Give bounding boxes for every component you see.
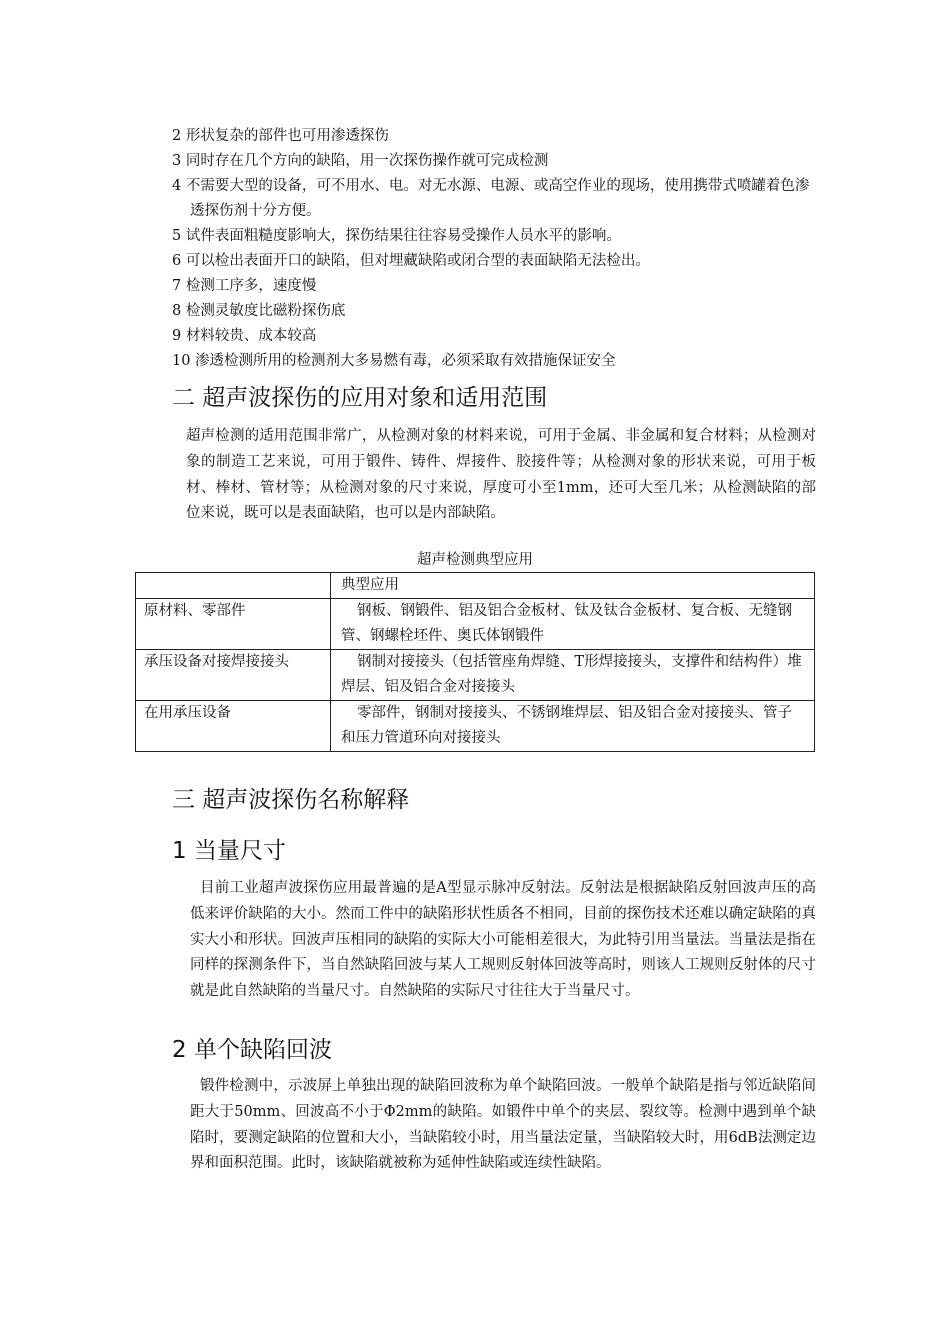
list-item: 10 渗透检测所用的检测剂大多易燃有毒，必须采取有效措施保证安全 <box>172 353 616 369</box>
section-heading-3: 三 超声波探伤名称解释 <box>172 787 410 813</box>
list-item: 8 检测灵敏度比磁粉探伤底 <box>172 303 346 319</box>
list-item: 5 试件表面粗糙度影响大，探伤结果往往容易受操作人员水平的影响。 <box>172 228 621 244</box>
application-text: 钢板、钢锻件、铝及铝合金板材、钛及钛合金板材、复合板、无缝钢管、钢螺栓坯件、奥氏体钢锻件 <box>341 603 792 644</box>
table-cell-application <box>331 599 815 650</box>
table-header-cell: 典型应用 <box>331 573 815 599</box>
table-caption: 超声检测典型应用 <box>417 552 533 568</box>
section-heading-2: 二 超声波探伤的应用对象和适用范围 <box>172 385 548 411</box>
table-cell-object: 原材料、零部件 <box>136 599 331 650</box>
table-cell-application <box>331 701 815 752</box>
table-row <box>136 599 815 650</box>
typical-applications-table <box>135 572 815 752</box>
section2-paragraph <box>186 424 816 527</box>
list-item: 3 同时存在几个方向的缺陷，用一次探伤操作就可完成检测 <box>172 153 549 169</box>
list-item: 7 检测工序多，速度慢 <box>172 278 317 294</box>
table-cell-application <box>331 650 815 701</box>
table-cell-object: 在用承压设备 <box>136 701 331 752</box>
list-item: 9 材料较贵、成本较高 <box>172 328 317 344</box>
table-row <box>136 650 815 701</box>
application-text: 钢制对接接头（包括管座角焊缝、T形焊接接头，支撑件和结构件）堆焊层、铝及铝合金对接接头 <box>341 654 802 695</box>
table-row <box>136 701 815 752</box>
subsection-heading-2: 2 单个缺陷回波 <box>172 1037 332 1063</box>
list-item: 4 不需要大型的设备，可不用水、电。对无水源、电源、或高空作业的现场，使用携带式喷罐着色渗透探伤剂十分方便。 <box>172 178 810 219</box>
sub1-paragraph: 目前工业超声波探伤应用最普遍的是A型显示脉冲反射法。反射法是根据缺陷反射回波声压的高低来评价缺陷的大小。然而工件中的缺陷形状性质各不相同，目前的探伤技术还难以确定缺陷的真实大小和形状。回波声压相同的缺陷的实际大小可能相差很大，为此特引用当量法。当量法是指在同样的探测条件下，当自然缺陷回波与某人工规则反射体回波等高时，则该人工规则反射体的尺寸就是此自然缺陷的当量尺寸。自然缺陷的实际尺寸往往大于当量尺寸。 <box>190 880 816 1000</box>
list-item: 6 可以检出表面开口的缺陷，但对埋藏缺陷或闭合型的表面缺陷无法检出。 <box>172 253 650 269</box>
table-cell-object: 承压设备对接焊接接头 <box>136 650 331 701</box>
list-item: 2 形状复杂的部件也可用渗透探伤 <box>172 128 389 144</box>
advantages-disadvantages-list <box>172 124 822 374</box>
table-header-cell <box>136 573 331 599</box>
subsection-heading-1: 1 当量尺寸 <box>172 838 286 864</box>
section2-paragraph-text: 超声检测的适用范围非常广，从检测对象的材料来说，可用于金属、非金属和复合材料；从检测对象的制造工艺来说，可用于锻件、铸件、焊接件、胶接件等；从检测对象的形状来说，可用于板材、棒材、管材等；从检测对象的尺寸来说，厚度可小至1mm，还可大至几米；从检测缺陷的部位来说，既可以是表面缺陷，也可以是内部缺陷。 <box>186 428 816 522</box>
application-text: 零部件，钢制对接接头、不锈钢堆焊层、铝及铝合金对接接头、管子和压力管道环向对接接头 <box>341 705 792 746</box>
sub2-paragraph: 锻件检测中，示波屏上单独出现的缺陷回波称为单个缺陷回波。一般单个缺陷是指与邻近缺陷间距大于50mm、回波高不小于Φ2mm的缺陷。如锻件中单个的夹层、裂纹等。检测中遇到单个缺陷时，要测定缺陷的位置和大小，当缺陷较小时，用当量法定量，当缺陷较大时，用6dB法测定边界和面积范围。此时，该缺陷就被称为延伸性缺陷或连续性缺陷。 <box>190 1078 816 1172</box>
table-header-row <box>136 573 815 599</box>
